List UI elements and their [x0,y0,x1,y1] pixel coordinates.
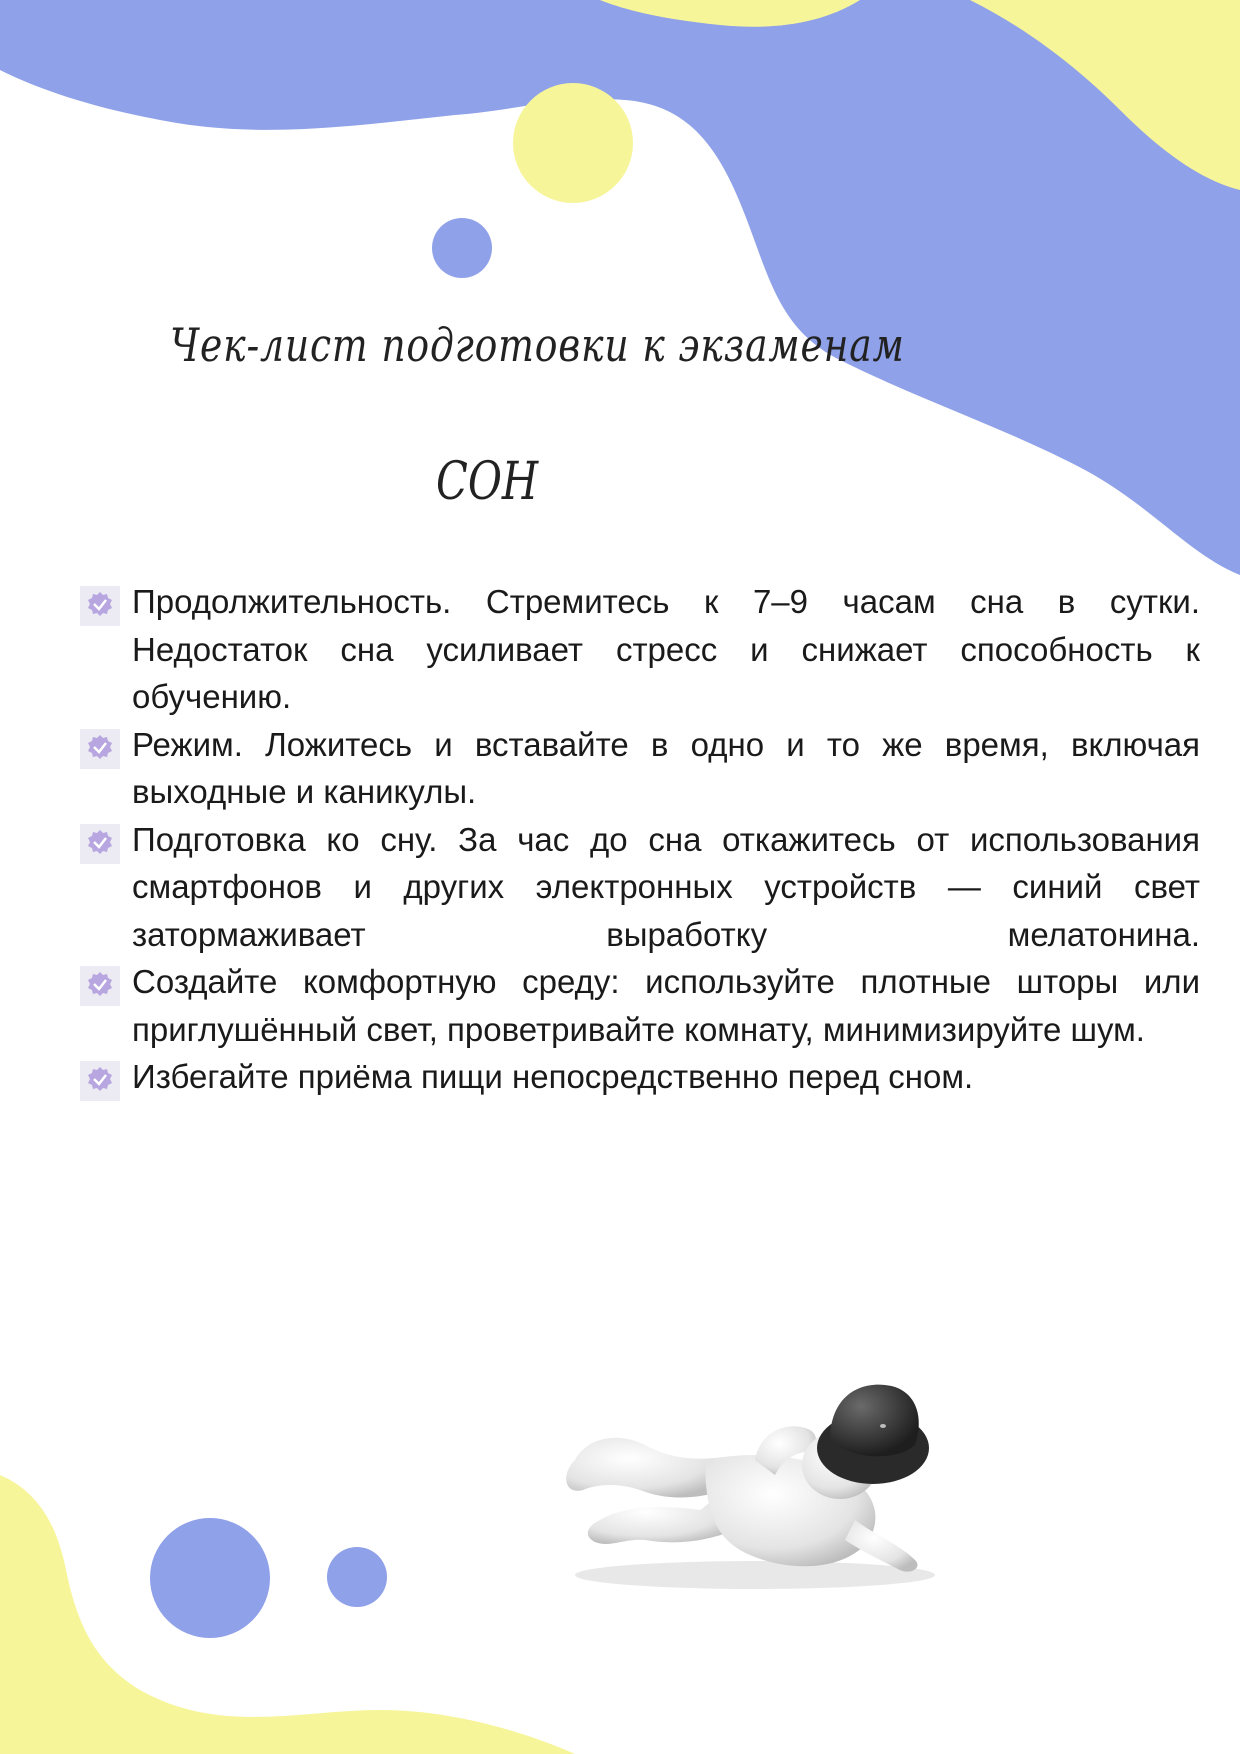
page-subtitle: СОН [436,452,539,512]
list-item-text: Создайте комфортную среду: используйте плотные шторы или приглушённый свет, проветривайте комнату, минимизируйте шум. [132,963,1200,1048]
list-item-text: Избегайте приёма пищи непосредственно перед сном. [132,1058,974,1095]
check-badge-icon [80,729,120,769]
list-item-text: Подготовка ко сну. За час до сна откажитесь от использования смартфонов и других электронных устройств — синий свет затормаживает выработку мелатонина. [132,820,1200,953]
list-item [80,958,1200,1053]
list-item [80,816,1200,959]
periwinkle-circle-small [432,218,492,278]
list-item-text: Продолжительность. Стремитесь к 7–9 часам сна в сутки. Недостаток сна усиливает стресс и снижает способность к обучению. [132,583,1200,715]
periwinkle-circle-bottom-large [150,1518,270,1638]
periwinkle-circle-bottom-small [327,1547,387,1607]
list-item [80,578,1200,721]
list-item [80,721,1200,816]
top-wave-shape [0,0,1240,575]
check-badge-icon [80,586,120,626]
check-badge-icon [80,824,120,864]
page-title: Чек-лист подготовки к экзаменам [170,318,905,372]
checklist [80,578,1200,1101]
check-badge-icon [80,966,120,1006]
list-item [80,1053,1200,1101]
yellow-circle-large [513,83,633,203]
check-badge-icon [80,1061,120,1101]
bottom-yellow-shape [0,1475,575,1754]
sleeping-figure-icon [555,1370,975,1600]
list-item-text: Режим. Ложитесь и вставайте в одно и то же время, включая выходные и каникулы. [132,725,1200,810]
